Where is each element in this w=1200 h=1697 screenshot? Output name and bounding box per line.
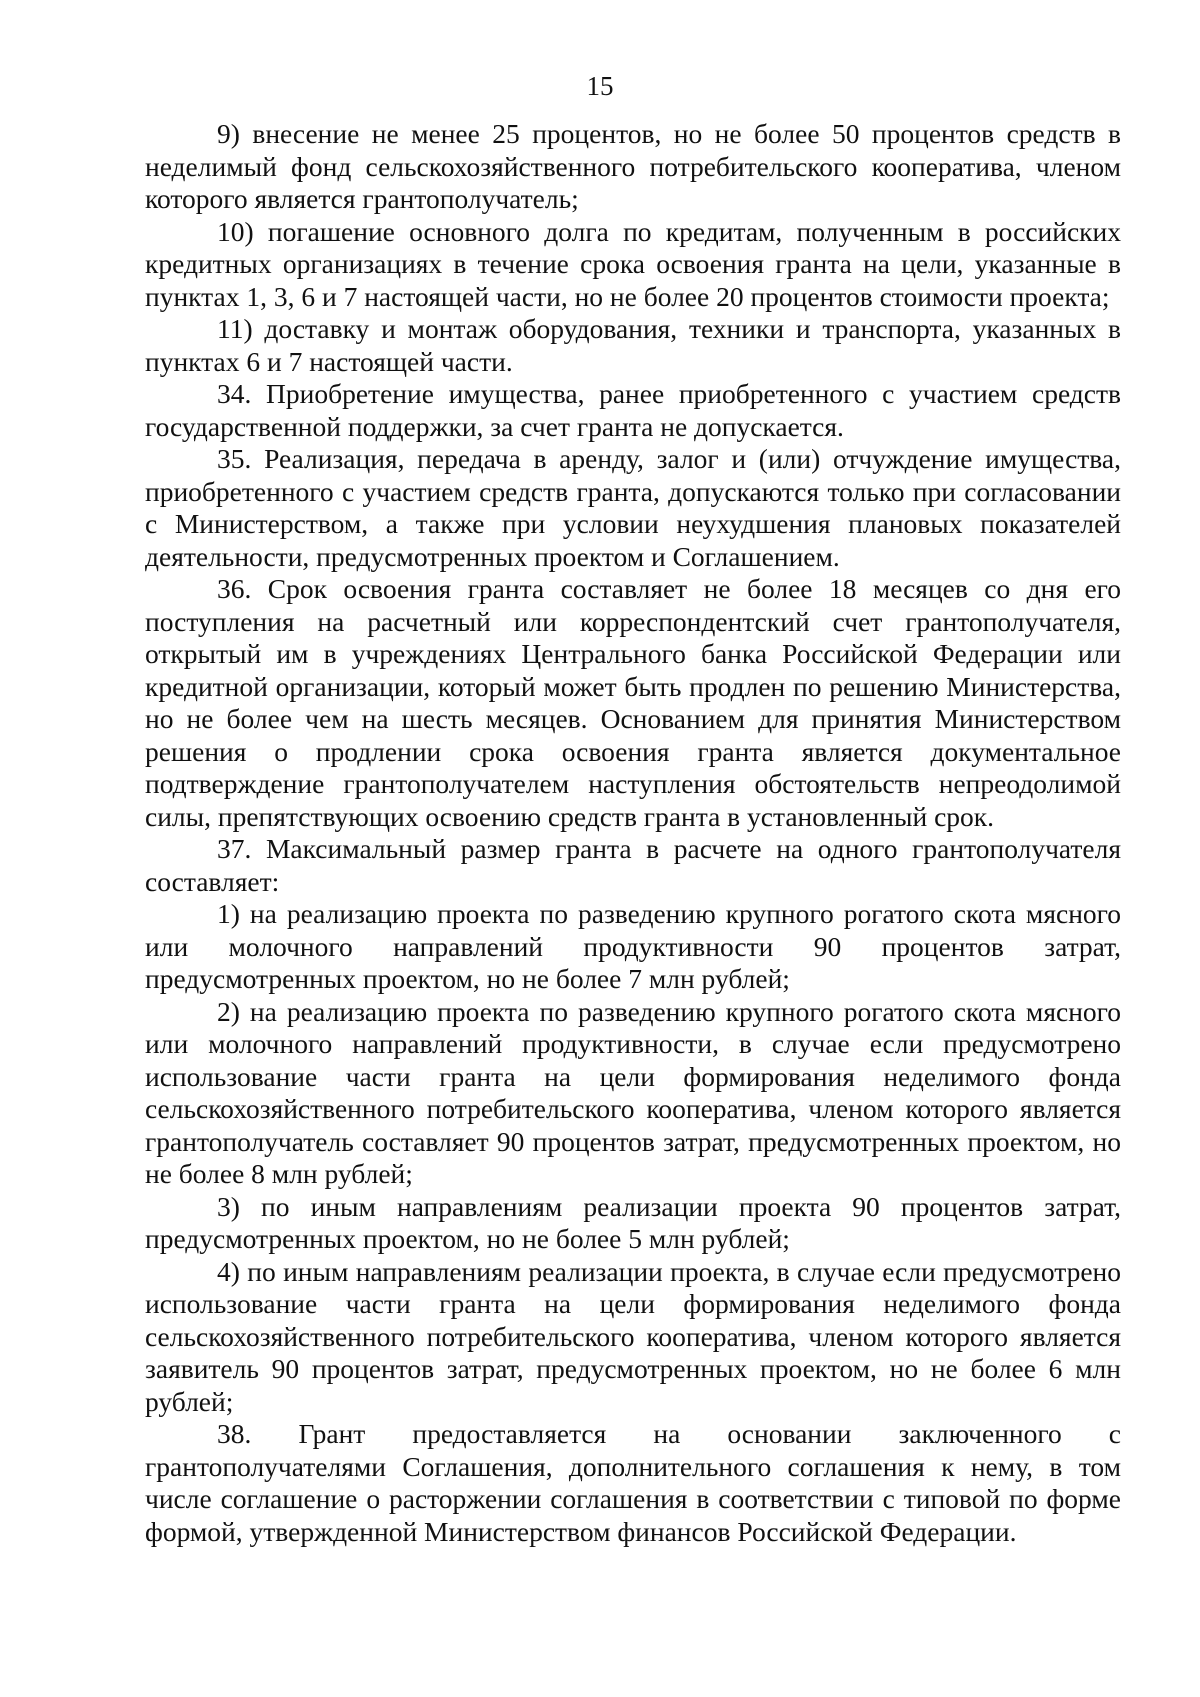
document-body bbox=[145, 118, 1121, 1548]
paragraph-clause-37-item-1: 1) на реализацию проекта по разведению крупного рогатого скота мясного или молочного направлений продуктивности 90 процентов затрат, предусмотренных проектом, но не более 7 млн рублей; bbox=[145, 898, 1121, 994]
paragraph-clause-37-item-4: 4) по иным направлениям реализации проекта, в случае если предусмотрено использование части гранта на цели формирования неделимого фонда сельскохозяйственного потребительского кооператива, членом которого является заявитель 90 процентов затрат, предусмотренных проектом, но не более 6 млн рублей; bbox=[145, 1255, 1121, 1417]
paragraph-item-11: 11) доставку и монтаж оборудования, техники и транспорта, указанных в пунктах 6 и 7 настоящей части. bbox=[145, 313, 1121, 377]
paragraph-clause-38: 38. Грант предоставляется на основании заключенного с грантополучателями Соглашения, дополнительного соглашения к нему, в том числе соглашение о расторжении соглашения в соответствии с типовой по форме формой, утвержденной Министерством финансов Российской Федерации. bbox=[145, 1418, 1121, 1547]
paragraph-clause-36: 36. Срок освоения гранта составляет не более 18 месяцев со дня его поступления на расчетный или корреспондентский счет грантополучателя, открытый им в учреждениях Центрального банка Российской Федерации или кредитной организации, который может быть продлен по решению Министерства, но не более чем на шесть месяцев. Основанием для принятия Министерством решения о продлении срока освоения гранта является документальное подтверждение грантополучателем наступления обстоятельств непреодолимой силы, препятствующих освоению средств гранта в установленный срок. bbox=[145, 573, 1121, 832]
paragraph-clause-34: 34. Приобретение имущества, ранее приобретенного с участием средств государственной поддержки, за счет гранта не допускается. bbox=[145, 378, 1121, 442]
paragraph-clause-37: 37. Максимальный размер гранта в расчете на одного грантополучателя составляет: bbox=[145, 833, 1121, 897]
paragraph-item-9: 9) внесение не менее 25 процентов, но не более 50 процентов средств в неделимый фонд сельскохозяйственного потребительского кооператива, членом которого является грантополучатель; bbox=[145, 118, 1121, 214]
page-number: 15 bbox=[586, 71, 614, 101]
paragraph-clause-35: 35. Реализация, передача в аренду, залог и (или) отчуждение имущества, приобретенного с участием средств гранта, допускаются только при согласовании с Министерством, а также при условии неухудшения плановых показателей деятельности, предусмотренных проектом и Соглашением. bbox=[145, 443, 1121, 572]
paragraph-clause-37-item-3: 3) по иным направлениям реализации проекта 90 процентов затрат, предусмотренных проектом, но не более 5 млн рублей; bbox=[145, 1190, 1121, 1254]
paragraph-clause-37-item-2: 2) на реализацию проекта по разведению крупного рогатого скота мясного или молочного направлений продуктивности, в случае если предусмотрено использование части гранта на цели формирования неделимого фонда сельскохозяйственного потребительского кооператива, членом которого является грантополучатель составляет 90 процентов затрат, предусмотренных проектом, но не более 8 млн рублей; bbox=[145, 995, 1121, 1189]
paragraph-item-10: 10) погашение основного долга по кредитам, полученным в российских кредитных организациях в течение срока освоения гранта на цели, указанные в пунктах 1, 3, 6 и 7 настоящей части, но не более 20 процентов стоимости проекта; bbox=[145, 215, 1121, 312]
